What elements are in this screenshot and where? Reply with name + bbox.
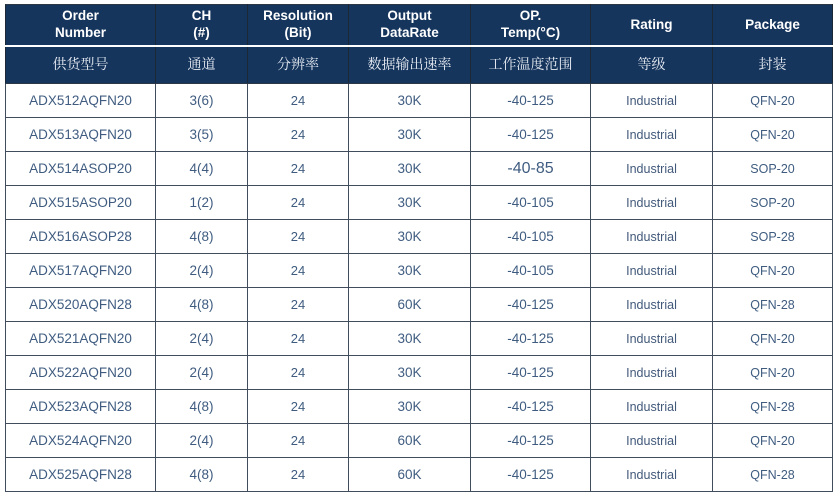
- cell: -40-125: [471, 458, 591, 492]
- cell: QFN-20: [713, 118, 833, 152]
- cell: 60K: [349, 288, 471, 322]
- column-header-en-5: Rating: [591, 5, 713, 47]
- cell: Industrial: [591, 186, 713, 220]
- cell: 24: [248, 152, 349, 186]
- cell: 3(5): [156, 118, 248, 152]
- cell: ADX521AQFN20: [6, 322, 156, 356]
- table-row: [6, 288, 833, 322]
- cell: -40-125: [471, 424, 591, 458]
- column-header-zh-5: 等级: [591, 46, 713, 84]
- cell: 60K: [349, 458, 471, 492]
- table-row: [6, 118, 833, 152]
- cell: -40-105: [471, 186, 591, 220]
- cell: 60K: [349, 424, 471, 458]
- cell: 24: [248, 424, 349, 458]
- cell: 2(4): [156, 356, 248, 390]
- table-row: [6, 390, 833, 424]
- cell: 24: [248, 288, 349, 322]
- table-row: [6, 458, 833, 492]
- cell: 30K: [349, 84, 471, 118]
- cell: Industrial: [591, 424, 713, 458]
- cell: -40-125: [471, 288, 591, 322]
- cell: 4(8): [156, 220, 248, 254]
- cell: QFN-20: [713, 84, 833, 118]
- cell: Industrial: [591, 152, 713, 186]
- cell: -40-105: [471, 254, 591, 288]
- cell: 24: [248, 390, 349, 424]
- cell: 30K: [349, 186, 471, 220]
- cell: 2(4): [156, 254, 248, 288]
- cell: Industrial: [591, 288, 713, 322]
- column-header-en-6: Package: [713, 5, 833, 47]
- column-header-en-3: Output DataRate: [349, 5, 471, 47]
- table-row: [6, 322, 833, 356]
- cell: -40-85: [471, 152, 591, 186]
- cell: 30K: [349, 322, 471, 356]
- cell: Industrial: [591, 254, 713, 288]
- cell: QFN-20: [713, 424, 833, 458]
- cell: -40-125: [471, 356, 591, 390]
- cell: 3(6): [156, 84, 248, 118]
- cell: QFN-28: [713, 390, 833, 424]
- cell: ADX524AQFN20: [6, 424, 156, 458]
- cell: 24: [248, 84, 349, 118]
- table-row: [6, 84, 833, 118]
- cell: 30K: [349, 390, 471, 424]
- cell: Industrial: [591, 322, 713, 356]
- cell: 4(8): [156, 458, 248, 492]
- cell: 24: [248, 322, 349, 356]
- column-header-en-0: Order Number: [6, 5, 156, 47]
- cell: QFN-20: [713, 254, 833, 288]
- column-header-zh-0: 供货型号: [6, 46, 156, 84]
- cell: -40-105: [471, 220, 591, 254]
- cell: 24: [248, 186, 349, 220]
- column-header-en-2: Resolution (Bit): [248, 5, 349, 47]
- cell: ADX513AQFN20: [6, 118, 156, 152]
- header-row-zh: [6, 46, 833, 84]
- column-header-zh-3: 数据输出速率: [349, 46, 471, 84]
- cell: QFN-28: [713, 288, 833, 322]
- cell: QFN-20: [713, 356, 833, 390]
- cell: 24: [248, 458, 349, 492]
- cell: 24: [248, 220, 349, 254]
- cell: QFN-28: [713, 458, 833, 492]
- cell: 24: [248, 254, 349, 288]
- cell: 4(8): [156, 288, 248, 322]
- cell: -40-125: [471, 322, 591, 356]
- cell: ADX515ASOP20: [6, 186, 156, 220]
- cell: -40-125: [471, 84, 591, 118]
- cell: 30K: [349, 152, 471, 186]
- cell: ADX514ASOP20: [6, 152, 156, 186]
- cell: SOP-28: [713, 220, 833, 254]
- cell: Industrial: [591, 118, 713, 152]
- cell: Industrial: [591, 458, 713, 492]
- table-body: [6, 84, 833, 492]
- cell: 4(4): [156, 152, 248, 186]
- cell: ADX522AQFN20: [6, 356, 156, 390]
- cell: 30K: [349, 356, 471, 390]
- column-header-en-4: OP. Temp(°C): [471, 5, 591, 47]
- cell: -40-125: [471, 390, 591, 424]
- cell: ADX525AQFN28: [6, 458, 156, 492]
- cell: Industrial: [591, 356, 713, 390]
- cell: 24: [248, 118, 349, 152]
- cell: 30K: [349, 220, 471, 254]
- cell: Industrial: [591, 220, 713, 254]
- cell: 30K: [349, 254, 471, 288]
- cell: ADX512AQFN20: [6, 84, 156, 118]
- column-header-zh-1: 通道: [156, 46, 248, 84]
- column-header-zh-6: 封装: [713, 46, 833, 84]
- cell: ADX516ASOP28: [6, 220, 156, 254]
- cell: ADX517AQFN20: [6, 254, 156, 288]
- cell: QFN-20: [713, 322, 833, 356]
- column-header-en-1: CH (#): [156, 5, 248, 47]
- cell: ADX520AQFN28: [6, 288, 156, 322]
- table-row: [6, 356, 833, 390]
- cell: 1(2): [156, 186, 248, 220]
- cell: 30K: [349, 118, 471, 152]
- cell: ADX523AQFN28: [6, 390, 156, 424]
- table-row: [6, 152, 833, 186]
- column-header-zh-2: 分辨率: [248, 46, 349, 84]
- cell: 2(4): [156, 322, 248, 356]
- column-header-zh-4: 工作温度范围: [471, 46, 591, 84]
- cell: Industrial: [591, 84, 713, 118]
- table-row: [6, 186, 833, 220]
- cell: Industrial: [591, 390, 713, 424]
- cell: SOP-20: [713, 152, 833, 186]
- table-row: [6, 254, 833, 288]
- cell: 2(4): [156, 424, 248, 458]
- table-row: [6, 220, 833, 254]
- header-row-en: [6, 5, 833, 47]
- cell: 4(8): [156, 390, 248, 424]
- product-spec-table: [5, 4, 833, 492]
- cell: 24: [248, 356, 349, 390]
- cell: -40-125: [471, 118, 591, 152]
- table-row: [6, 424, 833, 458]
- cell: SOP-20: [713, 186, 833, 220]
- table-header: [6, 5, 833, 84]
